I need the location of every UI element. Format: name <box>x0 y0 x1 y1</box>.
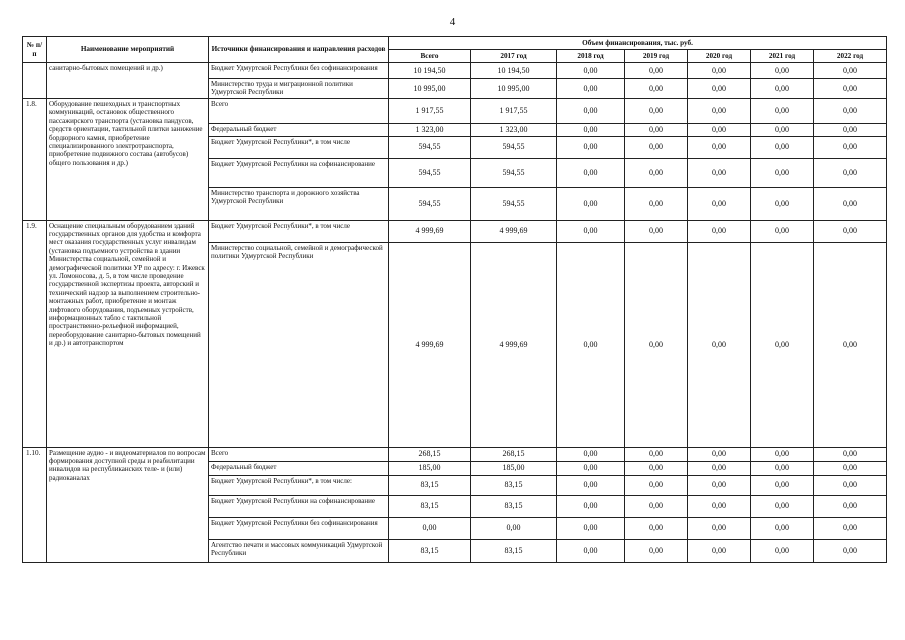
amount-cell: 0,00 <box>557 461 625 475</box>
amount-cell: 83,15 <box>471 475 557 495</box>
amount-cell: 594,55 <box>389 158 471 187</box>
amount-cell: 0,00 <box>557 447 625 461</box>
amount-cell: 0,00 <box>688 79 751 99</box>
amount-cell: 0,00 <box>688 447 751 461</box>
amount-cell: 0,00 <box>814 517 887 539</box>
row-number: 1.10. <box>23 447 47 562</box>
amount-cell: 4 999,69 <box>471 242 557 447</box>
amount-cell: 0,00 <box>557 124 625 137</box>
amount-cell: 0,00 <box>625 79 688 99</box>
amount-cell: 83,15 <box>389 539 471 562</box>
amount-cell: 0,00 <box>625 99 688 124</box>
amount-cell: 0,00 <box>557 136 625 158</box>
funding-source: Бюджет Удмуртской Республики*, в том числе: <box>209 475 389 495</box>
amount-cell: 0,00 <box>625 461 688 475</box>
amount-cell: 594,55 <box>389 136 471 158</box>
funding-source: Бюджет Удмуртской Республики без софинансирования <box>209 517 389 539</box>
amount-cell: 0,00 <box>688 158 751 187</box>
table-row <box>23 447 887 461</box>
amount-cell: 0,00 <box>625 124 688 137</box>
amount-cell: 0,00 <box>751 539 814 562</box>
amount-cell: 83,15 <box>471 539 557 562</box>
amount-cell: 0,00 <box>688 539 751 562</box>
amount-cell: 0,00 <box>688 99 751 124</box>
funding-source: Бюджет Удмуртской Республики на софинансирование <box>209 495 389 517</box>
header-year: 2019 год <box>625 50 688 63</box>
amount-cell: 10 995,00 <box>389 79 471 99</box>
table-row <box>23 63 887 79</box>
amount-cell: 0,00 <box>557 79 625 99</box>
funding-source: Бюджет Удмуртской Республики*, в том числе <box>209 136 389 158</box>
amount-cell: 83,15 <box>389 475 471 495</box>
amount-cell: 0,00 <box>557 539 625 562</box>
amount-cell: 594,55 <box>471 158 557 187</box>
measure-name: Оснащение специальным оборудованием зданий государственных органов для удобства и комфорта мест оказания государственных услуг инвалидам (установка подъемного устройства в здании Министерства социальной, семейной и демографической политики УР по адресу: г. Ижевск ул. Ломоносова, д. 5, в том числе проведение государственной экспертизы проекта, авторский и технический надзор за выполнением строительно-монтажных работ, приобретение и монтаж лифтового оборудования, подъемных устройств, информационных табло с тактильной пространственно-рельефной информацией, переоборудование санитарно-бытовых помещений и др.) и автотранспортом <box>47 220 209 447</box>
amount-cell: 0,00 <box>814 158 887 187</box>
amount-cell: 185,00 <box>389 461 471 475</box>
header-source: Источники финансирования и направления расходов <box>209 37 389 63</box>
header-year: 2022 год <box>814 50 887 63</box>
amount-cell: 268,15 <box>389 447 471 461</box>
header-year: 2020 год <box>688 50 751 63</box>
amount-cell: 4 999,69 <box>389 242 471 447</box>
funding-source: Всего <box>209 447 389 461</box>
amount-cell: 83,15 <box>389 495 471 517</box>
amount-cell: 0,00 <box>814 99 887 124</box>
amount-cell: 0,00 <box>688 136 751 158</box>
amount-cell: 4 999,69 <box>389 220 471 242</box>
funding-source: Всего <box>209 99 389 124</box>
amount-cell: 0,00 <box>688 495 751 517</box>
amount-cell: 0,00 <box>751 461 814 475</box>
amount-cell: 0,00 <box>814 136 887 158</box>
funding-source: Бюджет Удмуртской Республики*, в том числе <box>209 220 389 242</box>
funding-source: Бюджет Удмуртской Республики без софинансирования <box>209 63 389 79</box>
measure-name: Оборудование пешеходных и транспортных коммуникаций, остановок общественного пассажирского транспорта (установка пандусов, средств ориентации, тактильной плитки занижение бордюрного камня, приобретение специализированного электротранспорта, приобретение подвижного состава (автобусов) общего пользования и др.) <box>47 99 209 221</box>
amount-cell: 10 995,00 <box>471 79 557 99</box>
amount-cell: 0,00 <box>751 63 814 79</box>
financing-table <box>22 36 887 563</box>
amount-cell: 0,00 <box>814 495 887 517</box>
header-year: 2017 год <box>471 50 557 63</box>
funding-source: Министерство транспорта и дорожного хозяйства Удмуртской Республики <box>209 187 389 220</box>
measure-name: санитарно-бытовых помещений и др.) <box>47 63 209 99</box>
amount-cell: 0,00 <box>625 187 688 220</box>
amount-cell: 0,00 <box>751 475 814 495</box>
amount-cell: 0,00 <box>814 124 887 137</box>
header-volume: Объем финансирования, тыс. руб. <box>389 37 887 50</box>
amount-cell: 0,00 <box>688 517 751 539</box>
amount-cell: 0,00 <box>557 475 625 495</box>
amount-cell: 0,00 <box>688 242 751 447</box>
amount-cell: 0,00 <box>814 187 887 220</box>
amount-cell: 0,00 <box>751 220 814 242</box>
amount-cell: 1 917,55 <box>389 99 471 124</box>
amount-cell: 0,00 <box>557 187 625 220</box>
amount-cell: 0,00 <box>625 539 688 562</box>
amount-cell: 0,00 <box>625 158 688 187</box>
amount-cell: 0,00 <box>751 79 814 99</box>
amount-cell: 1 323,00 <box>471 124 557 137</box>
amount-cell: 0,00 <box>751 136 814 158</box>
funding-source: Федеральный бюджет <box>209 461 389 475</box>
amount-cell: 268,15 <box>471 447 557 461</box>
amount-cell: 0,00 <box>557 517 625 539</box>
amount-cell: 4 999,69 <box>471 220 557 242</box>
amount-cell: 0,00 <box>625 63 688 79</box>
amount-cell: 185,00 <box>471 461 557 475</box>
amount-cell: 0,00 <box>625 220 688 242</box>
funding-source: Федеральный бюджет <box>209 124 389 137</box>
header-year: 2021 год <box>751 50 814 63</box>
amount-cell: 0,00 <box>557 220 625 242</box>
funding-source: Министерство социальной, семейной и демографической политики Удмуртской Республики <box>209 242 389 447</box>
amount-cell: 0,00 <box>814 475 887 495</box>
amount-cell: 0,00 <box>751 495 814 517</box>
amount-cell: 0,00 <box>688 63 751 79</box>
amount-cell: 0,00 <box>814 447 887 461</box>
amount-cell: 0,00 <box>625 517 688 539</box>
page-number: 4 <box>449 16 456 28</box>
amount-cell: 0,00 <box>389 517 471 539</box>
amount-cell: 0,00 <box>557 99 625 124</box>
amount-cell: 594,55 <box>471 187 557 220</box>
amount-cell: 0,00 <box>814 461 887 475</box>
amount-cell: 83,15 <box>471 495 557 517</box>
amount-cell: 0,00 <box>688 124 751 137</box>
amount-cell: 0,00 <box>471 517 557 539</box>
amount-cell: 0,00 <box>814 220 887 242</box>
row-number: 1.8. <box>23 99 47 221</box>
amount-cell: 0,00 <box>557 242 625 447</box>
amount-cell: 0,00 <box>814 242 887 447</box>
amount-cell: 10 194,50 <box>389 63 471 79</box>
amount-cell: 594,55 <box>389 187 471 220</box>
amount-cell: 0,00 <box>814 79 887 99</box>
funding-source: Министерство труда и миграционной политики Удмуртской Республики <box>209 79 389 99</box>
table-row <box>23 220 887 242</box>
header-name: Наименование мероприятий <box>47 37 209 63</box>
table-row <box>23 99 887 124</box>
amount-cell: 0,00 <box>688 187 751 220</box>
amount-cell: 0,00 <box>751 124 814 137</box>
amount-cell: 0,00 <box>625 242 688 447</box>
amount-cell: 0,00 <box>751 158 814 187</box>
amount-cell: 0,00 <box>751 447 814 461</box>
amount-cell: 0,00 <box>625 136 688 158</box>
amount-cell: 0,00 <box>688 461 751 475</box>
amount-cell: 0,00 <box>751 517 814 539</box>
amount-cell: 0,00 <box>688 220 751 242</box>
amount-cell: 594,55 <box>471 136 557 158</box>
header-year: 2018 год <box>557 50 625 63</box>
amount-cell: 1 323,00 <box>389 124 471 137</box>
funding-source: Бюджет Удмуртской Республики на софинансирование <box>209 158 389 187</box>
amount-cell: 1 917,55 <box>471 99 557 124</box>
header-year: Всего <box>389 50 471 63</box>
measure-name: Размещение аудио - и видеоматериалов по вопросам формирования доступной среды и реабилитации инвалидов на республиканских теле- и (или) радиоканалах <box>47 447 209 562</box>
funding-source: Агентство печати и массовых коммуникаций Удмуртской Республики <box>209 539 389 562</box>
amount-cell: 0,00 <box>557 63 625 79</box>
amount-cell: 0,00 <box>625 475 688 495</box>
amount-cell: 0,00 <box>751 187 814 220</box>
amount-cell: 0,00 <box>688 475 751 495</box>
amount-cell: 0,00 <box>751 242 814 447</box>
amount-cell: 0,00 <box>751 99 814 124</box>
row-number: 1.9. <box>23 220 47 447</box>
amount-cell: 0,00 <box>625 447 688 461</box>
amount-cell: 0,00 <box>557 158 625 187</box>
amount-cell: 10 194,50 <box>471 63 557 79</box>
amount-cell: 0,00 <box>814 63 887 79</box>
header-no: № п/п <box>23 37 47 63</box>
amount-cell: 0,00 <box>557 495 625 517</box>
amount-cell: 0,00 <box>625 495 688 517</box>
amount-cell: 0,00 <box>814 539 887 562</box>
row-number <box>23 63 47 99</box>
